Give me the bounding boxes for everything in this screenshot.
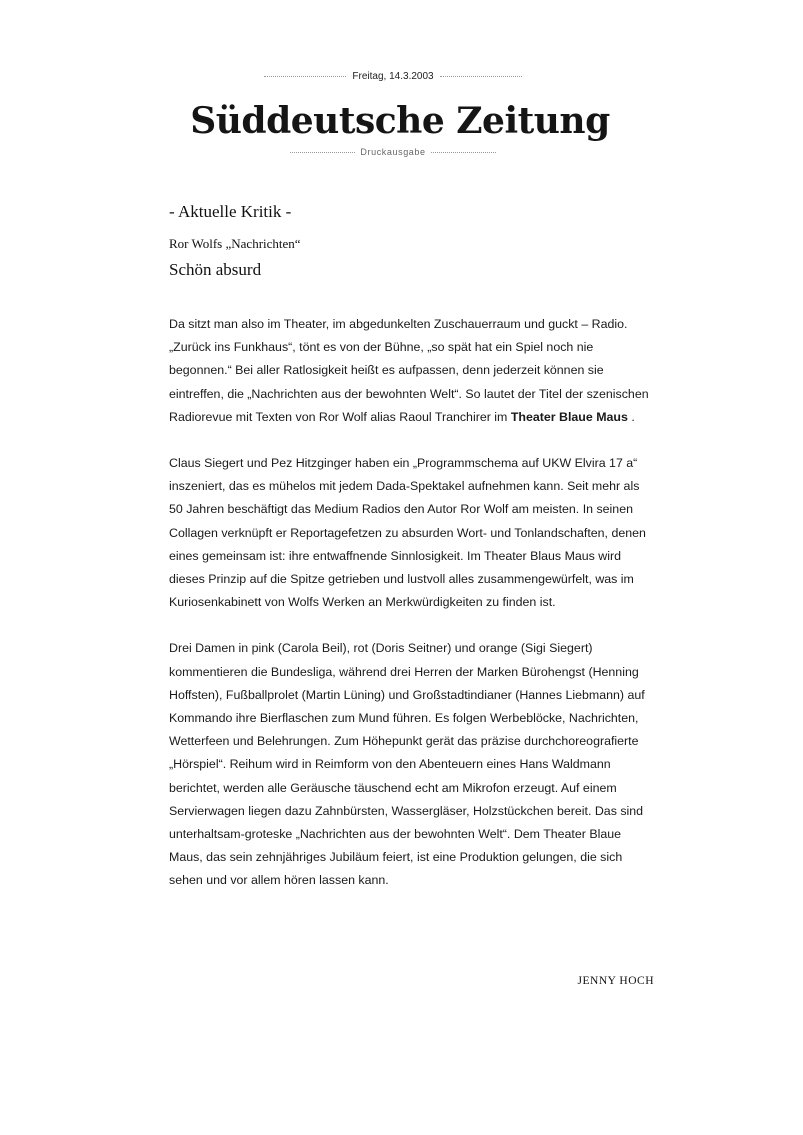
paragraph-2: Claus Siegert und Pez Hitzginger haben ein „Programmschema auf UKW Elvira 17 a“ inszeniert, das es mühelos mit jedem Dada-Spektakel aufnehmen kann. Seit mehr als 50 Jahren beschäftigt das Medium Radios den Autor Ror Wolf am meisten. In seinen Collagen verknüpft er Reportagefetzen zu absurden Wort- und Tonlandschaften, denen eines gemeinsam ist: ihre entwaffnende Sinnlosigkeit. Im Theater Blaus Maus wird dieses Prinzip auf die Spitze getrieben und lustvoll alles zusammengewürfelt, was im Kuriosenkabinett von Wolfs Werken an Merkwürdigkeiten zu finden ist. — [169, 456, 646, 610]
article-headline: Schön absurd — [169, 260, 262, 279]
masthead-logo: Süddeutsche Zeitung — [190, 100, 610, 142]
paragraph-3: Drei Damen in pink (Carola Beil), rot (Doris Seitner) und orange (Sigi Siegert) kommentieren die Bundesliga, während drei Herren der Marken Bürohengst (Henning Hoffsten), Fußballprolet (Martin Lüning) und Großstadtindianer (Hannes Liebmann) auf Kommando ihre Bierflaschen zum Mund führen. Es folgen Werbeblöcke, Nachrichten, Wetterfeen und Belehrungen. Zum Höhepunkt gerät das präzise durchchoreografierte „Hörspiel“. Reihum wird in Reimform von den Abenteuern eines Hans Waldmann berichtet, werden alle Geräusche täuschend echt am Mikrofon erzeugt. Auf einem Servierwagen liegen dazu Zahnbürsten, Wassergläser, Holzstückchen bereit. Das sind unterhaltsam-groteske „Nachrichten aus der bewohnten Welt“. Dem Theater Blaue Maus, das sein zehnjähriges Jubiläum feiert, ist eine Produktion gelungen, die sich sehen und vor allem hören lassen kann. — [169, 641, 645, 888]
edition-line — [290, 145, 496, 159]
paragraph-1 — [169, 313, 654, 429]
paragraph-1-text: Da sitzt man also im Theater, im abgedunkelten Zuschauerraum und guckt – Radio. „Zurück ins Funkhaus“, tönt es von der Bühne, „so spät hat ein Spiel noch nie begonnen.“ Bei aller Ratlosigkeit heißt es aufpassen, denn jederzeit können sie eintreffen, die „Nachrichten aus der bewohnten Welt“. So lautet der Titel der szenischen Radiorevue mit Texten von Ror Wolf alias Raoul Tranchirer im — [169, 317, 649, 424]
rubric: - Aktuelle Kritik - — [169, 202, 292, 221]
edition-label: Druckausgabe — [360, 147, 426, 157]
dotted-rule-right — [440, 76, 522, 77]
article-body — [169, 313, 654, 916]
venue-name: Theater Blaue Maus — [510, 409, 628, 424]
dotted-rule-right — [431, 152, 496, 153]
dotted-rule-left — [264, 76, 346, 77]
date-line — [264, 68, 522, 84]
article-kicker: Ror Wolfs „Nachrichten“ — [169, 236, 301, 251]
author-byline: JENNY HOCH — [577, 975, 654, 987]
paragraph-1-end: . — [627, 409, 635, 424]
dotted-rule-left — [290, 152, 355, 153]
publication-date: Freitag, 14.3.2003 — [352, 70, 434, 82]
